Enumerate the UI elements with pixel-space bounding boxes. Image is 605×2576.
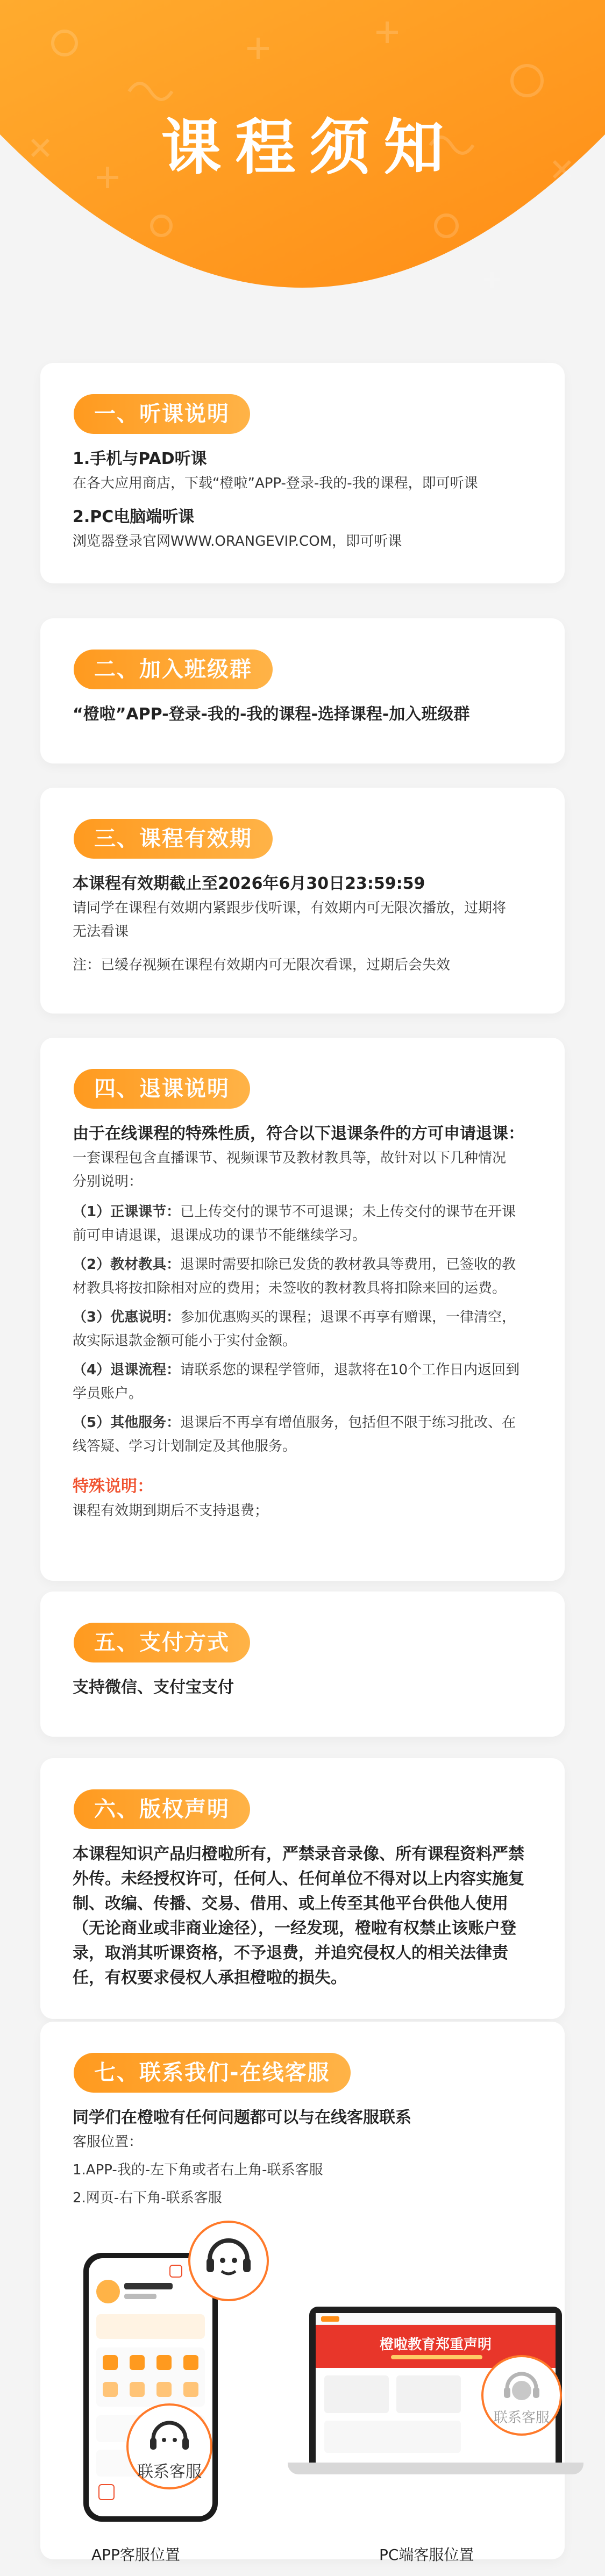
text: 2.网页-右下角-联系客服 xyxy=(73,2190,222,2206)
section-copyright xyxy=(40,1758,565,2019)
section-pill: 三、课程有效期 xyxy=(74,819,273,859)
service-bubble xyxy=(481,2355,562,2436)
text: 客服位置： xyxy=(73,2134,143,2150)
note: 注：已缓存视频在课程有效期内可无限次看课，过期后会失效 xyxy=(73,957,451,973)
section-pill: 一、听课说明 xyxy=(74,394,250,434)
copyright-line: 录，取消其听课资格，不予退费，并追究侵权人的相关法律责 xyxy=(73,1944,508,1963)
item-text: 退课时需要扣除已发货的教材教具等费用，已签收的教 xyxy=(180,1257,516,1273)
page-title: 课程须知 xyxy=(161,113,458,183)
text: 请同学在课程有效期内紧跟步伐听课，有效期内可无限次播放，过期将 xyxy=(73,900,507,916)
app-caption: APP客服位置 xyxy=(91,2546,180,2564)
section-pill: 四、退课说明 xyxy=(74,1069,250,1109)
contact-illustration xyxy=(73,2221,550,2575)
text: 1.APP-我的-左下角或者右上角-联系客服 xyxy=(73,2162,323,2178)
copyright-line: 本课程知识产品归橙啦所有，严禁录音录像、所有课程资料严禁 xyxy=(73,1845,524,1864)
section-contact xyxy=(40,2022,565,2564)
heading: 1.手机与PAD听课 xyxy=(73,449,207,468)
customer-service-icon xyxy=(190,2223,267,2299)
refund-item xyxy=(73,1200,532,1247)
copyright-line: 制、改编、传播、交易、借用、或上传至其他平台供他人使用 xyxy=(73,1894,508,1913)
item-text: 故实际退款金额可能小于实付金额。 xyxy=(73,1333,297,1349)
pc-caption: PC端客服位置 xyxy=(379,2546,474,2564)
text: 在各大应用商店，下载“橙啦”APP-登录-我的-我的课程，即可听课 xyxy=(73,475,478,491)
section-refund xyxy=(40,1038,565,1581)
text: 无法看课 xyxy=(73,924,129,940)
item-lead: （1）正课课节： xyxy=(73,1204,181,1220)
item-text: 已上传交付的课节不可退课；未上传交付的课节在开课 xyxy=(180,1204,516,1220)
service-bubble xyxy=(126,2403,212,2489)
item-lead: （2）教材教具： xyxy=(73,1257,181,1273)
section-pill: 二、加入班级群 xyxy=(74,650,273,689)
item-text: 参加优惠购买的课程；退课不再享有赠课，一律清空， xyxy=(180,1309,516,1325)
section-pill: 五、支付方式 xyxy=(74,1623,250,1662)
bubble-label: 联系客服 xyxy=(493,2410,550,2426)
item-text: 学员账户。 xyxy=(73,1386,143,1402)
section-join-group xyxy=(40,618,565,763)
special-note-text: 课程有效期到期后不支持退费； xyxy=(73,1503,269,1519)
heading: 同学们在橙啦有任何问题都可以与在线客服联系 xyxy=(73,2108,411,2127)
section-listening xyxy=(40,363,565,583)
item-text: 前可申请退课，退课成功的课节不能继续学习。 xyxy=(73,1228,367,1244)
copyright-line: 任，有权要求侵权人承担橙啦的损失。 xyxy=(73,1968,347,1987)
copyright-line: （无论商业或非商业途径），一经发现，橙啦有权禁止该账户登 xyxy=(73,1919,516,1938)
heading: 2.PC电脑端听课 xyxy=(73,508,195,526)
section-validity xyxy=(40,788,565,1014)
laptop-base xyxy=(288,2463,583,2474)
special-note-label: 特殊说明： xyxy=(73,1477,153,1496)
item-lead: （4）退课流程： xyxy=(73,1362,181,1378)
service-bubble xyxy=(188,2221,269,2301)
refund-item xyxy=(73,1305,532,1353)
heading: 由于在线课程的特殊性质，符合以下退课条件的方可申请退课： xyxy=(73,1124,524,1143)
text: 分别说明： xyxy=(73,1174,143,1190)
section-pill: 七、联系我们-在线客服 xyxy=(74,2053,351,2093)
item-lead: （3）优惠说明： xyxy=(73,1309,181,1325)
text: 一套课程包含直播课节、视频课节及教材教具等，故针对以下几种情况 xyxy=(73,1150,507,1166)
item-lead: （5）其他服务： xyxy=(73,1415,181,1431)
header-banner xyxy=(0,0,605,344)
text: 浏览器登录官网WWW.ORANGEVIP.COM，即可听课 xyxy=(73,533,402,550)
refund-item xyxy=(73,1411,532,1458)
refund-item xyxy=(73,1358,532,1405)
bubble-label: 联系客服 xyxy=(137,2463,202,2481)
section-pill: 六、版权声明 xyxy=(74,1789,250,1829)
section-payment xyxy=(40,1592,565,1737)
item-text: 线答疑、学习计划制定及其他服务。 xyxy=(73,1438,297,1454)
item-text: 材教具将按扣除相对应的费用；未签收的教材教具将扣除来回的运费。 xyxy=(73,1280,507,1296)
heading: “橙啦”APP-登录-我的-我的课程-选择课程-加入班级群 xyxy=(73,705,470,724)
item-text: 请联系您的课程学管师，退款将在10个工作日内返回到 xyxy=(180,1362,520,1378)
item-text: 退课后不再享有增值服务，包括但不限于练习批改、在 xyxy=(180,1415,516,1431)
heading: 支持微信、支付宝支付 xyxy=(73,1678,234,1697)
refund-item xyxy=(73,1253,532,1300)
pc-banner-title: 橙啦教育郑重声明 xyxy=(379,2337,492,2353)
heading: 本课程有效期截止至2026年6月30日23:59:59 xyxy=(73,874,425,893)
copyright-line: 外传。未经授权许可，任何人、任何单位不得对以上内容实施复 xyxy=(73,1869,524,1888)
